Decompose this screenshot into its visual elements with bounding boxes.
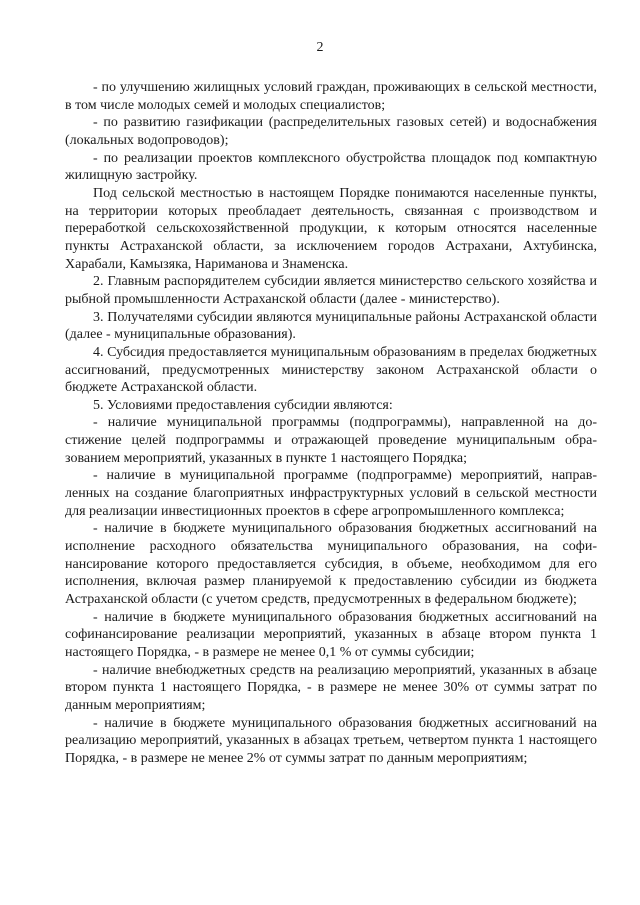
paragraph-condition-infrastructure: - наличие в муниципальной программе (подпрограмме) мероприятий, направленных на создание благоприятных инфраструктурных условий в сельской местности для реализации инвестиционных проектов в сфере агропромышленного комплекса; [65,468,597,519]
paragraph-item-3: 3. Получателями субсидии являются муниципальные районы Астраханской области (далее - муниципальные образования). [65,309,597,343]
paragraph-compact-housing: - по реализации проектов комплексного обустройства площадок под компактную жилищную застройку. [65,150,597,184]
paragraph-item-2: 2. Главным распорядителем субсидии является министерство сельского хозяйства и рыбной промышленности Астраханской области (далее - министерство). [65,274,597,307]
page-number: 2 [316,40,324,55]
paragraph-condition-extrabudgetary: - наличие внебюджетных средств на реализацию мероприятий, указанных в абзаце втором пункта 1 настоящего Порядка, - в размере не менее 30% от суммы затрат по данным мероприятиям; [65,662,597,713]
paragraph-item-5: 5. Условиями предоставления субсидии являются: [93,397,393,413]
paragraph-item-4: 4. Субсидия предоставляется муниципальным образованиям в пределах бюджетных ассигнований, предусмотренных министерству законом Астраханской области о бюджете Астраханской области. [65,344,597,396]
paragraph-rural-definition: Под сельской местностью в настоящем Порядке понимаются населенные пункты, на территории которых преобладает деятельность, связанная с производством и переработкой сельскохозяйственной продукции, к которым относятся населенные пункты Астраханской области, за исключением городов Астрахани, Ахтубинска, Харабали, Камызяка, Нариманова и Знаменска. [65,185,597,272]
paragraph-condition-cofinancing: - наличие в бюджете муниципального образования бюджетных ассигнований на софинансирование реализации мероприятий, указанных в абзаце втором пункта 1 настоящего Порядка, - в размере не менее 0,1 % от суммы субсидии; [65,609,597,660]
paragraph-housing-conditions: - по улучшению жилищных условий граждан, проживающих в сельской местности, в том числе молодых семей и молодых специалистов; [65,80,597,113]
paragraph-condition-program: - наличие муниципальной программы (подпрограммы), направленной на достижение целей подпрограммы и отражающей проведение муниципальным образованием мероприятий, указанных в пункте 1 настоящего Порядка; [65,415,597,466]
paragraph-gasification: - по развитию газификации (распределительных газовых сетей) и водоснабжения (локальных водопроводов); [65,115,597,148]
document-body [65,79,597,768]
paragraph-condition-budget-2-percent: - наличие в бюджете муниципального образования бюджетных ассигнований на реализацию мероприятий, указанных в абзацах третьем, четвертом пункта 1 настоящего Порядка, - в размере не менее 2% от суммы затрат по данным мероприятиям; [65,715,597,766]
paragraph-condition-budget-allocation: - наличие в бюджете муниципального образования бюджетных ассигнований на исполнение расходного обязательства муниципального образования, на софинансирование которого предоставляется субсидия, в объеме, необходимом для его исполнения, включая размер планируемой к предоставлению субсидии из бюджета Астраханской области (с учетом средств, предусмотренных в федеральном бюджете); [65,521,597,608]
